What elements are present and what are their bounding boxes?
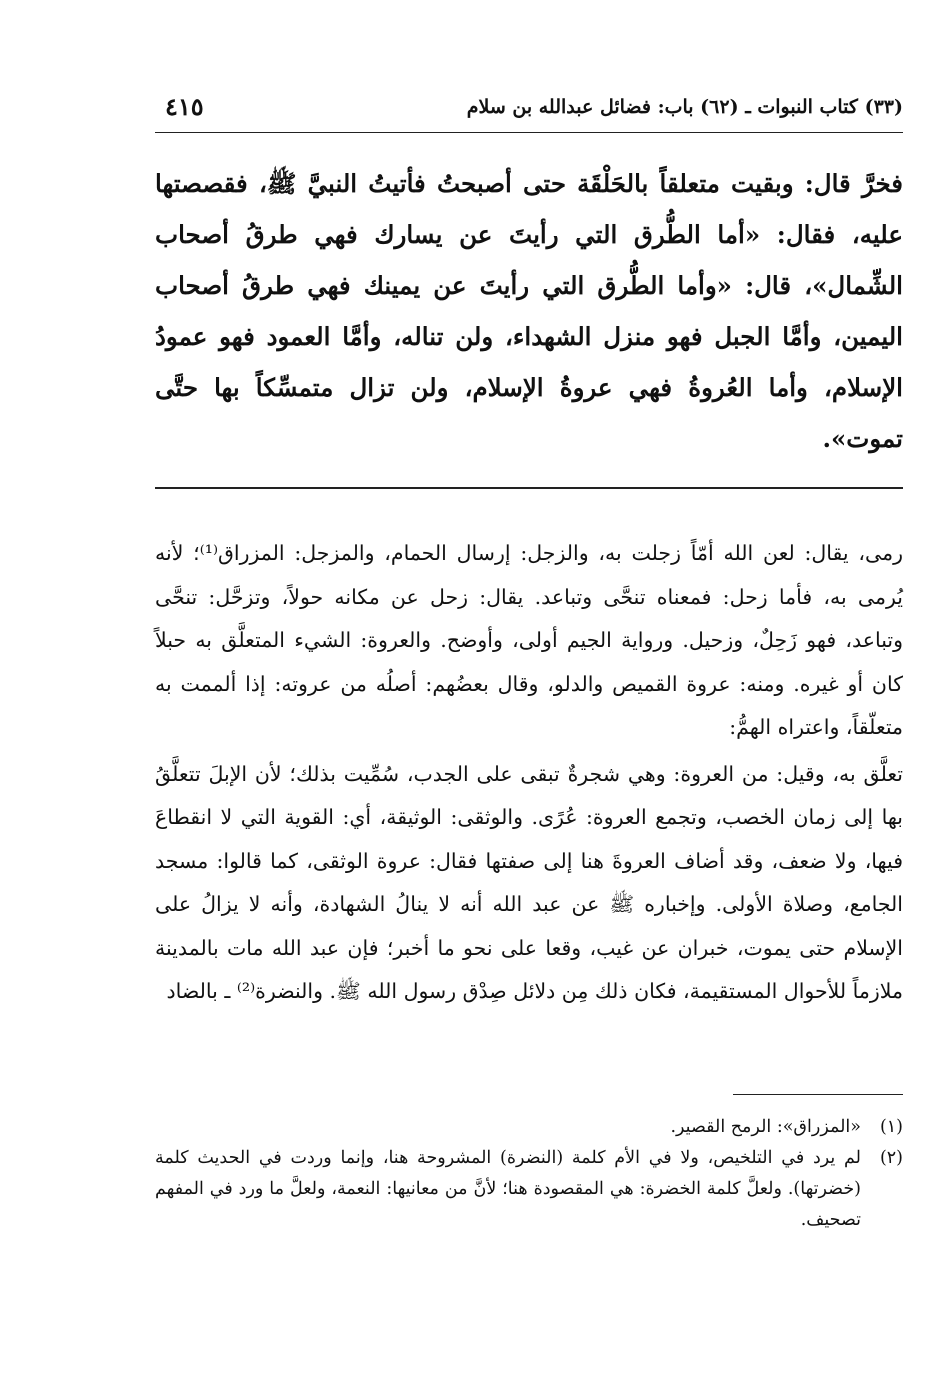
running-title: (٣٣) كتاب النبوات ـ (٦٢) باب: فضائل عبدالله بن سلام xyxy=(466,96,903,118)
hadith-text xyxy=(155,158,903,464)
footnote-number: (٢) xyxy=(879,1148,903,1168)
page-header xyxy=(155,92,903,128)
footnote-number: (١) xyxy=(879,1117,903,1137)
footnote-text: «المزراق»: الرمح القصير. xyxy=(670,1117,861,1137)
commentary xyxy=(155,532,903,1014)
footnote-divider xyxy=(733,1094,903,1095)
footnote-1 xyxy=(155,1112,903,1143)
page-number: ٤١٥ xyxy=(165,92,204,121)
footnote-text: لم يرد في التلخيص، ولا في الأم كلمة (النضرة) المشروحة هنا، وإنما وردت في الحديث كلمة (خضرتها). ولعلَّ كلمة الخضرة: هي المقصودة هنا؛ لأنَّ من معانيها: النعمة، ولعلَّ ما ورد في المفهم تصحيف. xyxy=(155,1148,861,1230)
commentary-paragraph-1: رمى، يقال: لعن الله أمّاً زجلت به، والزجل: إرسال الحمام، والمزجل: المزراق⁽¹⁾؛ لأنه يُرمى به، فأما زحل: فمعناه تنحَّى وتباعد. يقال: زحل عن مكانه حولاً، وتزحَّل: تنحَّى وتباعد، فهو زَحِلٌ، وزحيل. ورواية الجيم أولى، وأوضح. والعروة: الشيء المتعلَّق به حبلاً كان أو غيره. ومنه: عروة القميص والدلو، وقال بعضُهم: أصلُه من عروته: إذا ألممت به متعلّقاً، واعتراه الهمُّ: xyxy=(155,541,903,739)
header-divider xyxy=(155,132,903,133)
hadith-paragraph: فخرَّ قال: وبقيت متعلقاً بالحَلْقَة حتى أصبحتُ فأتيتُ النبيَّ ﷺ، فقصصتها عليه، فقال: «أما الطُّرق التي رأيتَ عن يسارك فهي طرقُ أصحاب الشِّمال»، قال: «وأما الطُّرق التي رأيتَ عن يمينك فهي طرقُ أصحاب اليمين، وأمَّا الجبل فهو منزل الشهداء، ولن تناله، وأمَّا العمود فهو عمودُ الإسلام، وأما العُروةُ فهي عروةُ الإسلام، ولن تزال متمسِّكاً بها حتَّى تموت». xyxy=(155,169,903,453)
footnotes xyxy=(155,1112,903,1236)
section-divider xyxy=(155,487,903,489)
footnote-2 xyxy=(155,1143,903,1236)
commentary-paragraph-2: تعلَّق به، وقيل: من العروة: وهي شجرةٌ تبقى على الجدب، سُمِّيت بذلك؛ لأن الإبلَ تتعلَّقُ بها إلى زمان الخصب، وتجمع العروة: عُرًى. والوثقى: الوثيقة، أي: القوية التي لا انقطاعَ فيها، ولا ضعف، وقد أضاف العروةَ هنا إلى صفتها فقال: عروة الوثقى، كما قالوا: مسجد الجامع، وصلاة الأولى. وإخباره ﷺ عن عبد الله أنه لا ينالُ الشهادة، وأنه لا يزالُ على الإسلام حتى يموت، خبران عن غيب، وقعا على نحو ما أخبر؛ فإن عبد الله مات بالمدينة ملازماً للأحوال المستقيمة، فكان ذلك مِن دلائل صِدْق رسول الله ﷺ. والنضرة⁽²⁾ ـ بالضاد xyxy=(155,761,903,1003)
